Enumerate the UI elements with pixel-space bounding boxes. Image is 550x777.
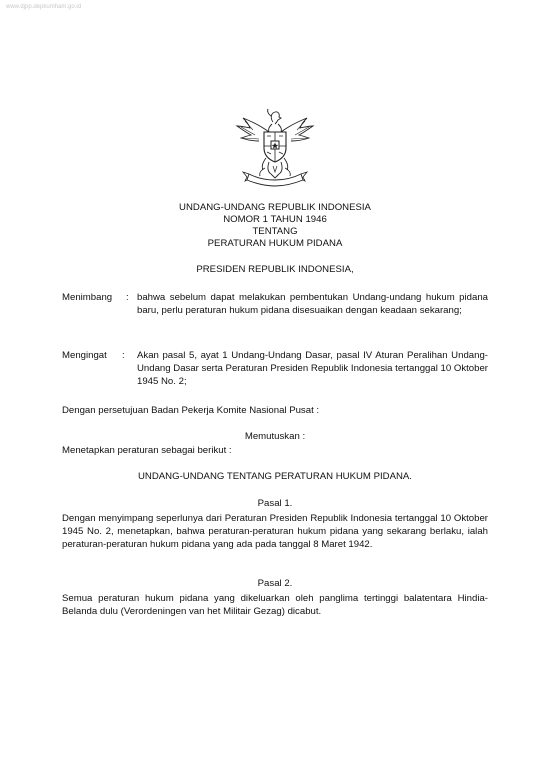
pasal-1-title: Pasal 1. [257, 498, 293, 509]
mengingat-text: Akan pasal 5, ayat 1 Undang-Undang Dasar, pasal IV Aturan Peralihan Undang-Undang Dasar serta Peraturan Presiden Republik Indonesia tertanggal 10 Oktober 1945 No. 2; [137, 350, 488, 388]
law-subject: PERATURAN HUKUM PIDANA [207, 238, 343, 249]
garuda-emblem-icon [233, 108, 317, 190]
menetapkan-text: Menetapkan peraturan sebagai berikut : [62, 445, 232, 456]
memutuskan-heading: Memutuskan : [244, 431, 306, 442]
president-heading: PRESIDEN REPUBLIK INDONESIA, [196, 264, 354, 275]
pasal-2-text: Semua peraturan hukum pidana yang dikeluarkan oleh panglima tertinggi balatentara Hindia-Belanda dulu (Verordeningen van het Militair Gezag) dicabut. [62, 593, 488, 618]
pasal-2-title: Pasal 2. [257, 578, 293, 589]
mengingat-colon: : [122, 350, 125, 361]
menimbang-section [62, 291, 488, 333]
law-tentang: TENTANG [252, 226, 298, 237]
mengingat-label: Mengingat [62, 350, 107, 361]
persetujuan-text: Dengan persetujuan Badan Pekerja Komite Nasional Pusat : [62, 405, 320, 416]
menimbang-colon: : [126, 292, 129, 303]
menimbang-label: Menimbang [62, 292, 113, 303]
watermark-text: www.djpp.depkumham.go.id [6, 4, 82, 10]
mengingat-section [62, 349, 488, 391]
uu-title: UNDANG-UNDANG TENTANG PERATURAN HUKUM PIDANA. [138, 471, 412, 482]
law-number: NOMOR 1 TAHUN 1946 [223, 214, 327, 225]
law-title-line-1: UNDANG-UNDANG REPUBLIK INDONESIA [179, 202, 371, 213]
menimbang-text: bahwa sebelum dapat melakukan pembentukan Undang-undang hukum pidana baru, perlu peraturan hukum pidana disesuaikan dengan keadaan sekarang; [137, 292, 488, 317]
pasal-1-text: Dengan menyimpang seperlunya dari Peraturan Presiden Republik Indonesia tertanggal 10 Oktober 1945 No. 2, menetapkan, bahwa peraturan-peraturan hukum pidana yang sekarang berlaku, ialah peraturan-peraturan hukum pidana yang ada pada tanggal 8 Maret 1942. [62, 513, 488, 551]
